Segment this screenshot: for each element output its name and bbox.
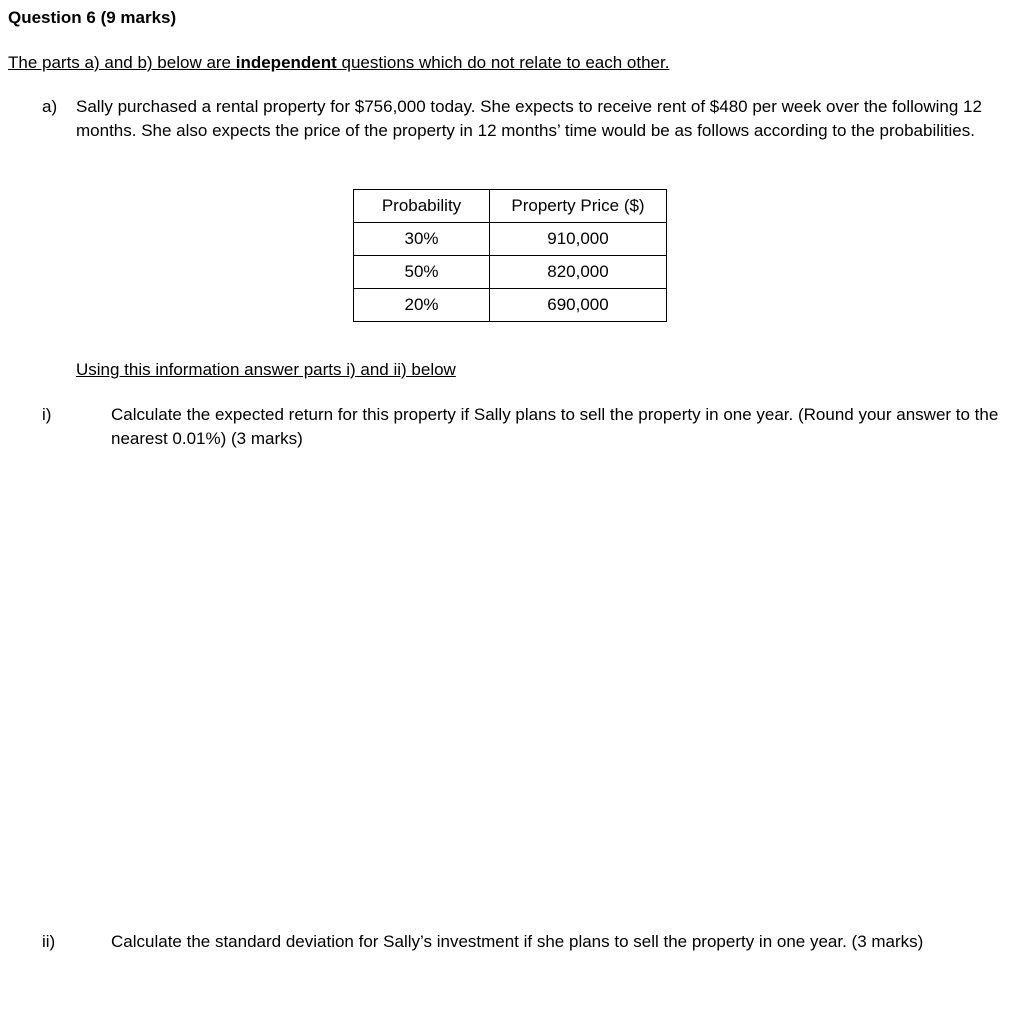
table-row	[354, 223, 667, 256]
table-header-row	[354, 190, 667, 223]
part-a-text: Sally purchased a rental property for $756,000 today. She expects to receive rent of $480 per week over the following 12 months. She also expects the price of the property in 12 months’ time would be as follows according to the probabilities.	[76, 97, 982, 140]
table-cell-price: 820,000	[490, 256, 667, 289]
table-row	[354, 256, 667, 289]
part-a-label: a)	[42, 97, 58, 116]
sub-question-i-text: Calculate the expected return for this property if Sally plans to sell the property in one year. (Round your answer to the nearest 0.01%) (3 marks)	[111, 405, 999, 448]
table-cell-price: 690,000	[490, 289, 667, 322]
intro-text	[8, 51, 669, 75]
sub-question-ii-label: ii)	[42, 932, 56, 951]
table-cell-probability: 30%	[354, 223, 490, 256]
sub-question-i-label: i)	[42, 405, 52, 424]
table-row	[354, 289, 667, 322]
table-cell-probability: 20%	[354, 289, 490, 322]
table-header-probability: Probability	[354, 190, 490, 223]
table-cell-price: 910,000	[490, 223, 667, 256]
instruction-text: Using this information answer parts i) and ii) below	[76, 360, 456, 379]
intro-text-start: The parts a) and b) below are	[8, 53, 236, 72]
question-title: Question 6 (9 marks)	[8, 8, 177, 27]
intro-text-bold: independent	[235, 53, 337, 72]
probability-table	[353, 189, 667, 322]
sub-question-ii-text: Calculate the standard deviation for Sally’s investment if she plans to sell the property in one year. (3 marks)	[111, 932, 924, 951]
table-cell-probability: 50%	[354, 256, 490, 289]
table-header-price: Property Price ($)	[490, 190, 667, 223]
intro-text-end: questions which do not relate to each other.	[336, 53, 670, 72]
